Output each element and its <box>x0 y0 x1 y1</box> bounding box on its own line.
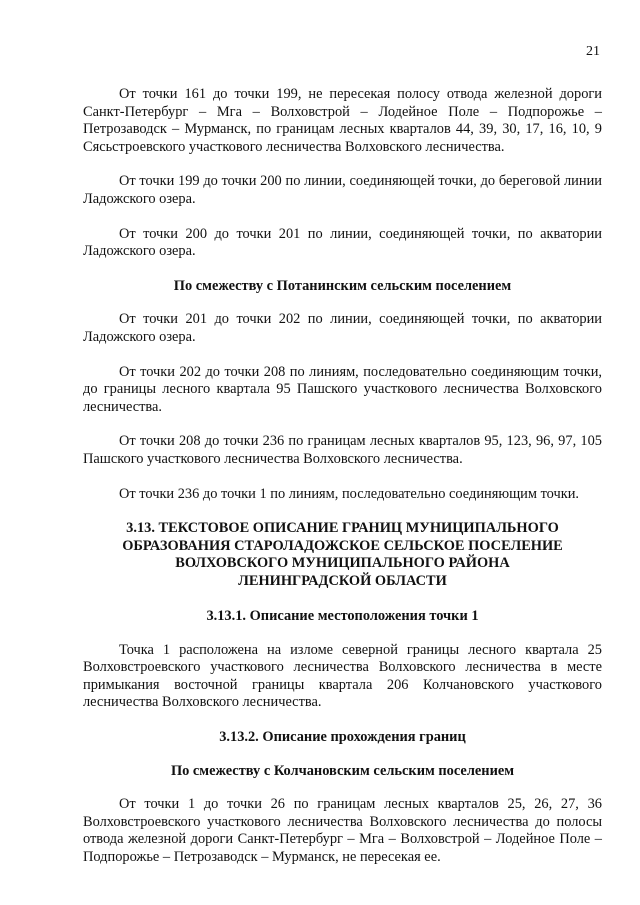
section-title-line: ЛЕНИНГРАДСКОЙ ОБЛАСТИ <box>238 572 447 589</box>
section-title-line: 3.13. ТЕКСТОВОЕ ОПИСАНИЕ ГРАНИЦ МУНИЦИПАЛЬНОГО <box>126 520 559 537</box>
paragraph-161-199: От точки 161 до точки 199, не пересекая полосу отвода железной дороги Санкт-Петербург – Мга – Волховстрой – Лодейное Поле – Подпорожье – Петрозаводск – Мурманск, по границам лесных кварталов 44, 39, 30, 17, 16, 10, 9 Сясьстроевского участкового лесничества Волховского лесничества. <box>83 86 602 155</box>
subsection-title-3-13-1: 3.13.1. Описание местоположения точки 1 <box>206 608 479 625</box>
section-title-line: ВОЛХОВСКОГО МУНИЦИПАЛЬНОГО РАЙОНА <box>175 555 510 572</box>
section-title-line: ОБРАЗОВАНИЯ СТАРОЛАДОЖСКОЕ СЕЛЬСКОЕ ПОСЕЛЕНИЕ <box>122 537 563 554</box>
page-number: 21 <box>586 44 600 59</box>
paragraph-202-208: От точки 202 до точки 208 по линиям, последовательно соединяющим точки, до границы лесного квартала 95 Пашского участкового лесничества Волховского лесничества. <box>83 363 602 415</box>
subsection-title-3-13-2: 3.13.2. Описание прохождения границ <box>219 729 466 746</box>
paragraph-point-1-location: Точка 1 расположена на изломе северной границы лесного квартала 25 Волховстроевского участкового лесничества Волховского лесничества в месте примыкания восточной границы квартала 206 Колчановского участкового лесничества Волховского лесничества. <box>83 641 602 711</box>
heading-kolchanovskoe: По смежеству с Колчановским сельским поселением <box>170 762 515 779</box>
paragraph-1-26: От точки 1 до точки 26 по границам лесных кварталов 25, 26, 27, 36 Волховстроевского участкового лесничества Волховского лесничества до полосы отвода железной дороги Санкт-Петербург – Мга – Волховстрой – Лодейное Поле – Подпорожье – Петрозаводск – Мурманск, не пересекая ее. <box>83 796 602 866</box>
paragraph-200-201: От точки 200 до точки 201 по линии, соединяющей точки, по акватории Ладожского озера. <box>83 225 602 260</box>
paragraph-201-202: От точки 201 до точки 202 по линии, соединяющей точки, по акватории Ладожского озера. <box>83 311 602 345</box>
document-body <box>83 86 602 884</box>
paragraph-236-1: От точки 236 до точки 1 по линиям, последовательно соединяющим точки. <box>119 485 580 502</box>
paragraph-208-236: От точки 208 до точки 236 по границам лесных кварталов 95, 123, 96, 97, 105 Пашского участкового лесничества Волховского лесничества. <box>83 433 602 467</box>
section-title-3-13 <box>83 520 602 590</box>
paragraph-199-200: От точки 199 до точки 200 по линии, соединяющей точки, до береговой линии Ладожского озера. <box>83 173 602 207</box>
heading-potaninskoe: По смежеству с Потанинским сельским поселением <box>173 277 512 294</box>
